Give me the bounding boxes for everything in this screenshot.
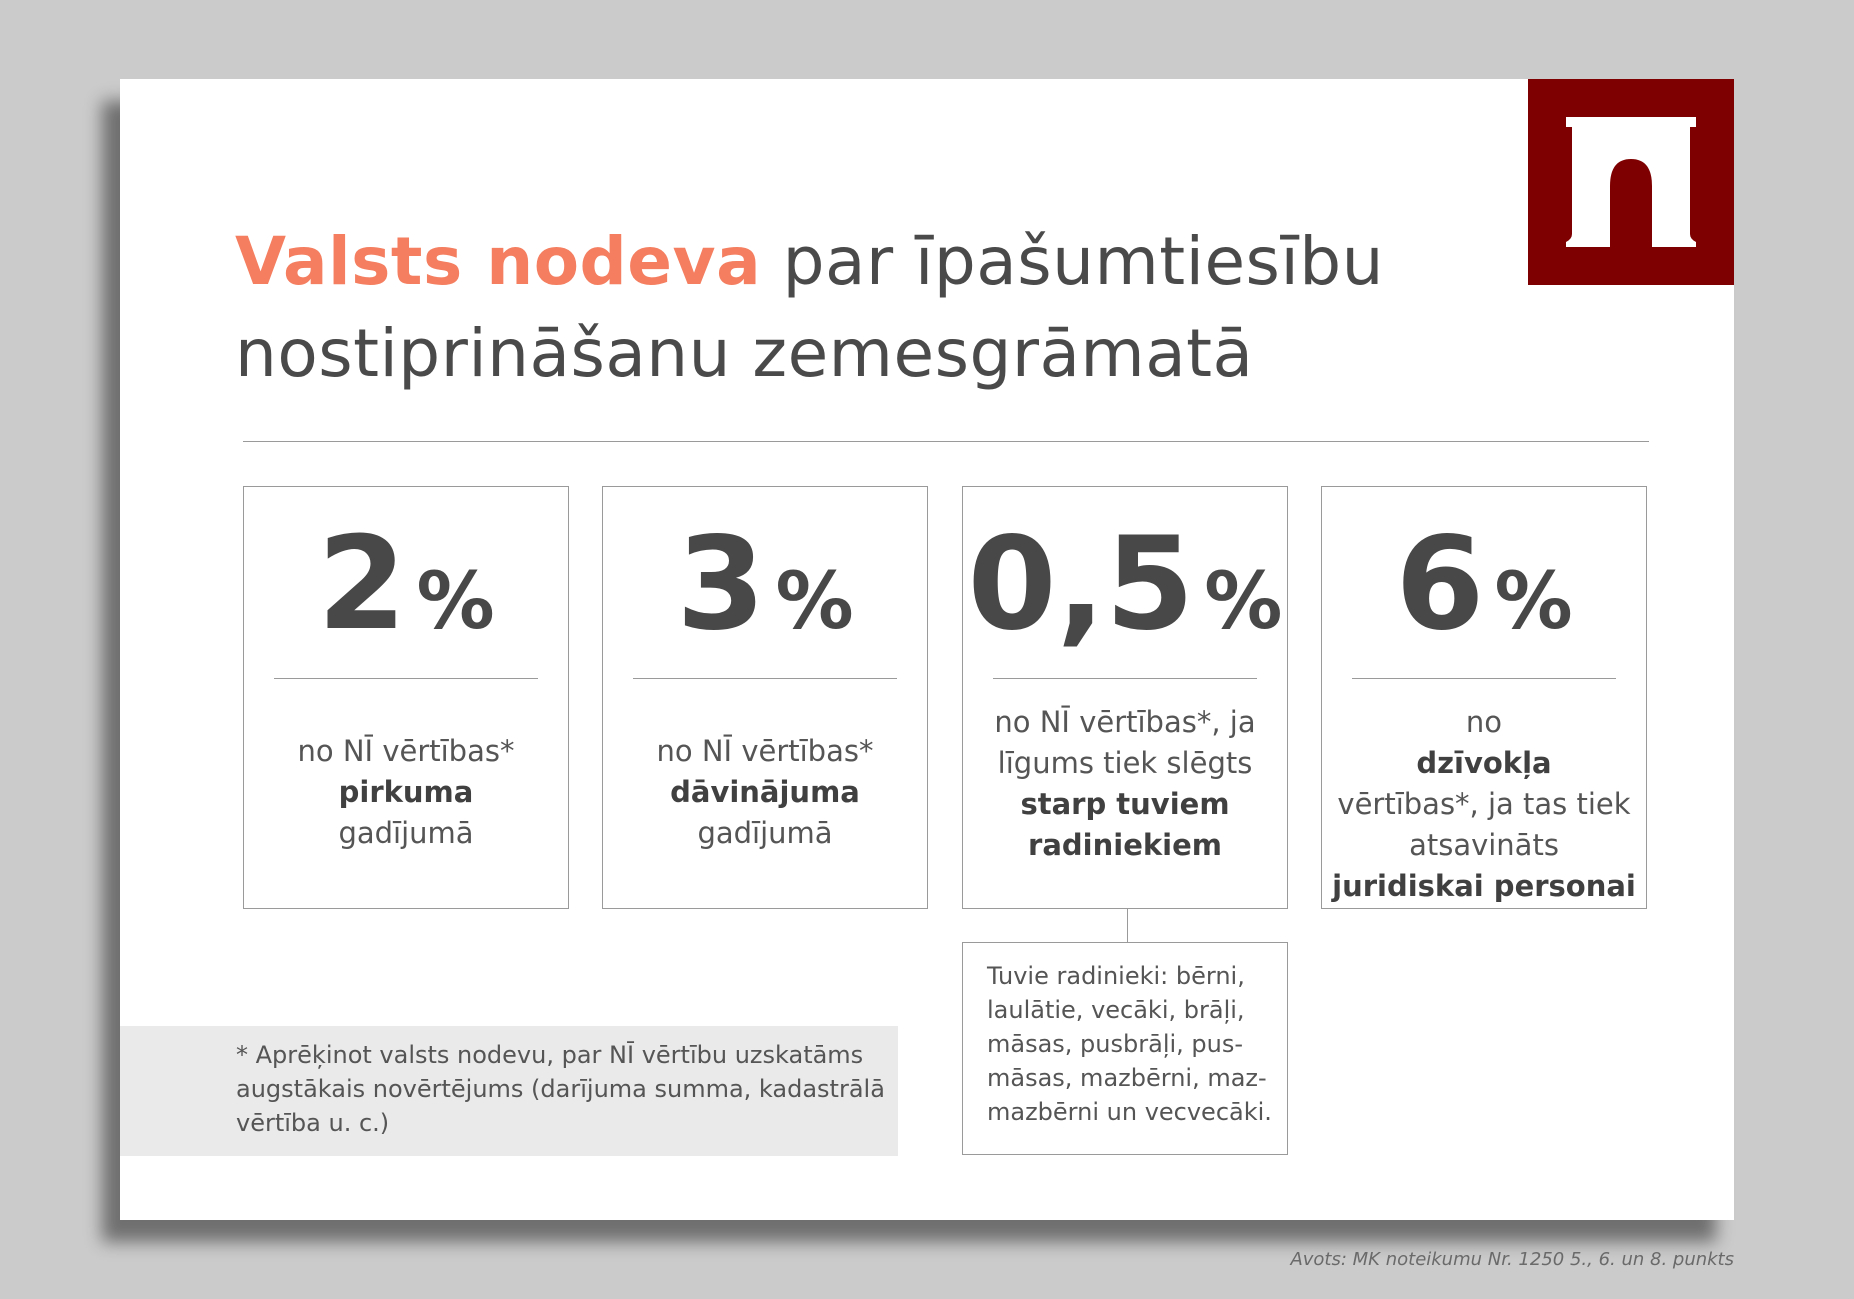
rate-card-gift <box>602 486 928 909</box>
description-line <box>1337 784 1630 825</box>
description-line <box>1409 825 1559 866</box>
description-line <box>1416 702 1551 784</box>
percent-sign: % <box>1204 557 1283 647</box>
card-divider <box>274 678 538 679</box>
title-line2: nostiprināšanu zemesgrāmatā <box>235 315 1254 392</box>
footnote-line: augstākais novērtējums (darījuma summa, kadastrālā <box>236 1075 885 1103</box>
percent-sign: % <box>1494 557 1573 647</box>
footnote-line: * Aprēķinot valsts nodevu, par NĪ vērtību uzskatāms <box>236 1041 864 1069</box>
page-title <box>235 216 1415 400</box>
rate-card-legal-entity <box>1321 486 1647 909</box>
description-line <box>1332 866 1636 907</box>
arch-icon <box>1528 79 1734 285</box>
rate-value <box>603 510 927 659</box>
relatives-note <box>962 942 1288 1155</box>
relatives-note-line: mazbērni un vecvecāki. <box>987 1098 1272 1126</box>
relatives-note-line: laulātie, vecāki, brāļi, <box>987 996 1245 1024</box>
description-line <box>338 813 473 854</box>
footnote-line: vērtība u. c.) <box>236 1109 390 1137</box>
rate-number: 3 <box>676 510 766 659</box>
description-line <box>1020 784 1229 825</box>
description-line <box>670 772 860 813</box>
rate-number: 6 <box>1395 510 1485 659</box>
source-caption: Avots: MK noteikumu Nr. 1250 5., 6. un 8. punkts <box>1290 1249 1734 1270</box>
percent-sign: % <box>775 557 854 647</box>
rate-card-purchase <box>243 486 569 909</box>
rate-number: 0,5 <box>967 510 1195 659</box>
description-emphasis: pirkuma <box>338 775 474 809</box>
rate-value <box>244 510 568 659</box>
infographic-card <box>120 79 1734 1220</box>
rate-value <box>963 510 1287 659</box>
title-divider <box>243 441 1649 442</box>
relatives-note-line: māsas, pusbrāļi, pus- <box>987 1030 1244 1058</box>
description-line <box>657 731 874 772</box>
description-emphasis: radiniekiem <box>1028 828 1222 862</box>
footnote <box>120 1026 898 1156</box>
rate-value <box>1322 510 1646 659</box>
title-line1-rest: par īpašumtiesību <box>761 223 1385 300</box>
description-text: no NĪ vērtības* <box>297 734 515 768</box>
description-text: gadījumā <box>338 816 474 850</box>
description-line <box>994 702 1255 743</box>
rate-description <box>615 731 915 898</box>
description-text: no NĪ vērtības*, ja <box>994 705 1256 739</box>
description-emphasis: dāvinājuma <box>670 775 860 809</box>
note-connector <box>1127 909 1128 944</box>
description-text: atsavināts <box>1409 828 1559 862</box>
card-divider <box>993 678 1257 679</box>
description-emphasis: starp tuviem <box>1020 787 1230 821</box>
rate-description <box>975 702 1275 898</box>
logo <box>1528 79 1734 285</box>
rate-description <box>256 731 556 898</box>
description-line <box>1028 825 1222 866</box>
card-divider <box>1352 678 1616 679</box>
rate-card-relatives <box>962 486 1288 909</box>
description-text: no <box>1465 705 1503 739</box>
description-text: gadījumā <box>697 816 833 850</box>
description-emphasis: dzīvokļa <box>1416 746 1552 780</box>
percent-sign: % <box>416 557 495 647</box>
description-line <box>298 731 515 772</box>
description-line <box>998 743 1253 784</box>
description-line <box>339 772 474 813</box>
rate-description <box>1332 702 1636 903</box>
description-text: līgums tiek slēgts <box>997 746 1253 780</box>
relatives-note-line: māsas, mazbērni, maz- <box>987 1064 1267 1092</box>
description-emphasis: juridiskai personai <box>1332 869 1636 903</box>
description-line <box>697 813 832 854</box>
description-text: no NĪ vērtības* <box>656 734 874 768</box>
rate-number: 2 <box>317 510 407 659</box>
description-text: vērtības*, ja tas tiek <box>1337 787 1631 821</box>
card-divider <box>633 678 897 679</box>
title-accent: Valsts nodeva <box>235 223 762 300</box>
relatives-note-line: Tuvie radinieki: bērni, <box>987 962 1245 990</box>
